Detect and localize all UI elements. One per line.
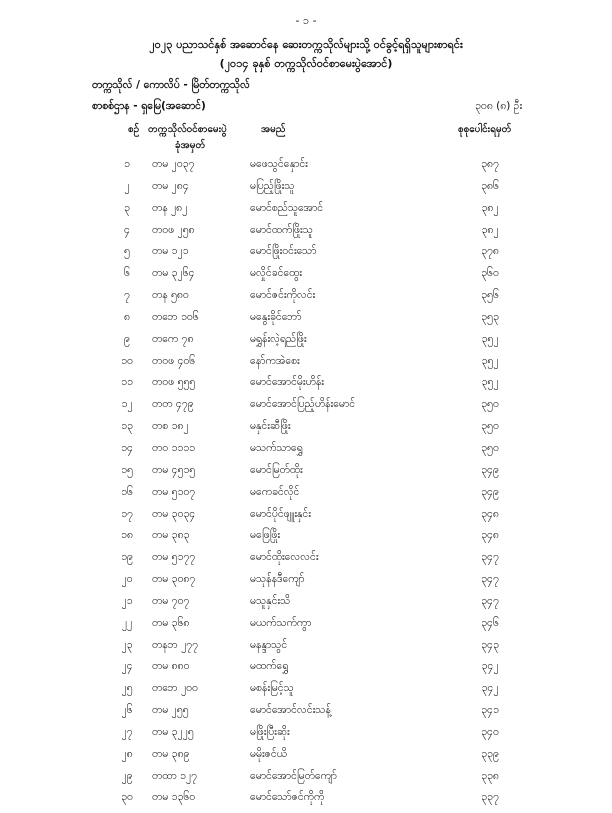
roll-number: တစ ၁၈၂ <box>152 420 189 433</box>
student-name: မဖြေဖြိုး <box>250 529 281 542</box>
row-number: ၁၈ <box>121 529 133 542</box>
table-row <box>0 660 612 682</box>
student-name: မောင်အောင်မိုးဟိန်း <box>250 376 324 389</box>
total-marks: ၃၅၂ <box>481 354 499 367</box>
student-name: မောင်အောင်ပြည့်ဟိန်းမောင် <box>250 398 356 411</box>
student-name: မောင်ဇင်းကိုလင်း <box>250 289 316 302</box>
roll-number: တန ၅၈၀ <box>152 289 189 302</box>
row-number: ၈ <box>124 310 130 323</box>
row-number: ၁၀ <box>121 354 133 367</box>
total-marks: ၃၄၈ <box>481 529 499 542</box>
table-row <box>0 398 612 420</box>
roll-number: တမ ၃၀၈၇ <box>152 573 196 586</box>
student-name: မရွှန်းလဲ့ရည်ဖြိုး <box>250 332 307 345</box>
table-row <box>0 180 612 202</box>
total-marks: ၃၈၂ <box>481 223 499 236</box>
student-name: မလှိုင်ခင်ထွေး <box>250 267 302 280</box>
table-row <box>0 158 612 180</box>
total-marks: ၃၅၂ <box>481 376 499 389</box>
student-name: မောင်ပိုင်ဖျူးနှင်း <box>250 507 311 520</box>
student-name: မောင်ထိုးလေလင်း <box>250 551 319 564</box>
row-number: ၇ <box>124 289 130 302</box>
row-number: ၃၀ <box>121 791 133 804</box>
total-marks: ၃၅၀ <box>481 420 499 433</box>
row-number: ၁၄ <box>121 441 133 454</box>
table-row <box>0 573 612 595</box>
row-number: ၃ <box>124 201 130 214</box>
row-number: ၄ <box>124 223 130 236</box>
total-marks: ၃၈၆ <box>481 179 499 192</box>
row-number: ၆ <box>124 267 130 280</box>
roll-number: တကေ ၇၈ <box>152 332 194 345</box>
total-marks: ၃၄၂ <box>481 682 499 695</box>
table-row <box>0 464 612 486</box>
total-count: ၃၀၈ (၈) ဦး <box>475 100 523 112</box>
total-marks: ၃၅၂ <box>481 332 499 345</box>
student-name: မစန်းမြင့်သူ <box>250 682 294 695</box>
total-marks: ၃၈၂ <box>481 201 499 214</box>
table-row <box>0 639 612 661</box>
roll-number: တဝဖ ၄၀၆ <box>152 354 196 367</box>
document-subtitle: (၂၀၁၄ ခုနှစ် တက္ကသိုလ်ဝင်စာမေးပွဲအောင်) <box>219 57 393 70</box>
header-name: အမည် <box>261 124 286 135</box>
roll-number: တမ ၃၆၈ <box>152 616 190 629</box>
table-row <box>0 595 612 617</box>
row-number: ၂၄ <box>121 660 133 673</box>
total-marks: ၃၆၀ <box>481 267 499 280</box>
exam-center-line: စာစစ်ဌာန - ရှမြေ(အဆောင်) <box>92 100 206 112</box>
student-name: မနွေးခိုင်ဘော် <box>250 310 302 323</box>
roll-number: တဘေ ၂၀၀ <box>152 682 198 695</box>
table-row <box>0 333 612 355</box>
roll-number: တထာ ၁၂၇ <box>152 769 197 782</box>
row-number: ၁၅ <box>121 463 133 476</box>
total-marks: ၃၄၆ <box>481 616 499 629</box>
roll-number: တမ ၈၈၀ <box>152 660 190 673</box>
row-number: ၂ <box>124 179 130 192</box>
total-marks: ၃၄၇ <box>481 551 499 564</box>
row-number: ၁၁ <box>121 376 133 389</box>
total-marks: ၃၇၈ <box>481 245 499 258</box>
student-name: မောင်စည်သူအောင် <box>250 201 324 214</box>
student-name: မသူနှင်းသိ <box>250 594 291 607</box>
student-name: မောင်သော်ဇင်ကိုကို <box>250 791 325 804</box>
roll-number: တမ ၃၈၉ <box>152 747 190 760</box>
student-name: မနန္ဒာသွင် <box>250 638 288 651</box>
header-marks: စုစုပေါင်းရမှတ် <box>458 124 512 135</box>
row-number: ၁၉ <box>121 551 133 564</box>
table-row <box>0 245 612 267</box>
table-row <box>0 770 612 792</box>
row-number: ၂၈ <box>121 747 133 760</box>
total-marks: ၃၄၃ <box>481 638 499 651</box>
header-roll-line2: ခုံအမှတ် <box>175 140 206 151</box>
roll-number: တဘေ ၁၀၆ <box>152 310 199 323</box>
table-row <box>0 704 612 726</box>
student-name: မောင်ထက်ဖြိုးသူ <box>250 223 313 236</box>
roll-number: တမ ၃၀၃၄ <box>152 507 196 520</box>
table-row <box>0 486 612 508</box>
total-marks: ၃၃၈ <box>481 769 499 782</box>
total-marks: ၃၅၀ <box>481 398 499 411</box>
table-row <box>0 224 612 246</box>
row-number: ၂၇ <box>121 725 133 738</box>
results-table <box>0 158 612 813</box>
roll-number: တမ ၃၈၃ <box>152 529 190 542</box>
header-no: စဉ် <box>128 124 140 135</box>
student-name: မပြည့်ဖြိုးသူ <box>250 179 295 192</box>
table-row <box>0 355 612 377</box>
row-number: ၁၆ <box>121 485 133 498</box>
student-name: မောင်အောင်လင်းသန့် <box>250 704 331 717</box>
roll-number: တမ ၅၁၇၇ <box>152 551 196 564</box>
table-row <box>0 202 612 224</box>
roll-number: တဝဖ ၅၅၅ <box>152 376 196 389</box>
roll-number: တမ ၇၀၇ <box>152 594 190 607</box>
row-number: ၁၇ <box>121 507 133 520</box>
roll-number: တတ ၄၇၉ <box>152 398 194 411</box>
table-row <box>0 267 612 289</box>
table-row <box>0 791 612 813</box>
total-marks: ၃၅၆ <box>481 289 499 302</box>
roll-number: တမ ၃၂၆၄ <box>152 267 195 280</box>
row-number: ၅ <box>124 245 130 258</box>
table-row <box>0 529 612 551</box>
roll-number: တဝ ၁၁၁၁ <box>152 441 196 454</box>
table-row <box>0 289 612 311</box>
row-number: ၁၂ <box>121 398 133 411</box>
total-marks: ၃၈၇ <box>481 158 499 170</box>
total-marks: ၃၄၀ <box>481 725 499 738</box>
total-marks: ၃၄၉ <box>481 463 499 476</box>
document-title: ၂၀၂၃ ပညာသင်နှစ် အဆောင်နေ ဆေးတက္ကသိုလ်များသို့ ဝင်ခွင့်ရရှိသူများစာရင်း <box>149 38 463 51</box>
roll-number: တနဘ ၂၇၇ <box>152 638 199 651</box>
total-marks: ၃၅၃ <box>481 310 499 323</box>
student-name: မောင်မြတ်ထိုး <box>250 463 303 476</box>
roll-number: တမ ၂၀၃၇ <box>152 158 195 170</box>
roll-number: တမ ၅၁၀၇ <box>152 485 196 498</box>
row-number: ၁၃ <box>121 420 133 433</box>
student-name: နော်ကအဲစေး <box>250 354 300 367</box>
roll-number: တမ ၁၂၁ <box>152 245 189 258</box>
total-marks: ၃၄၁ <box>481 704 499 717</box>
row-number: ၂၁ <box>121 594 133 607</box>
row-number: ၂၀ <box>121 573 133 586</box>
student-name: မောင်ဖြိုးဝင်းသော် <box>250 245 317 258</box>
table-row <box>0 617 612 639</box>
student-name: မနှင်းဆီဖြိုး <box>250 420 291 433</box>
table-row <box>0 726 612 748</box>
student-name: မမိုးဇင်ယိ <box>250 747 287 760</box>
total-marks: ၃၃၉ <box>481 747 499 760</box>
roll-number: တမ ၄၅၁၅ <box>152 463 196 476</box>
row-number: ၂၃ <box>121 638 133 651</box>
row-number: ၂၆ <box>121 704 133 717</box>
total-marks: ၃၄၉ <box>481 485 499 498</box>
row-number: ၉ <box>124 332 130 345</box>
total-marks: ၃၄၈ <box>481 507 499 520</box>
table-row <box>0 551 612 573</box>
student-name: မသုန်နဒီကျော် <box>250 573 305 586</box>
table-row <box>0 376 612 398</box>
header-roll: တက္ကသိုလ်ဝင်စာမေးပွဲ <box>148 124 227 135</box>
row-number: ၂၉ <box>121 769 133 782</box>
table-row <box>0 748 612 770</box>
roll-number: တမ ၂၈၄ <box>152 179 189 192</box>
total-marks: ၃၅၀ <box>481 441 499 454</box>
table-row <box>0 682 612 704</box>
table-row <box>0 508 612 530</box>
roll-number: တမ ၁၃၆၀ <box>152 791 196 804</box>
table-row <box>0 311 612 333</box>
row-number: ၂၂ <box>121 616 133 629</box>
roll-number: တန ၂၈၂ <box>152 201 188 214</box>
student-name: မသက်သာရွှေ <box>250 441 303 454</box>
roll-number: တမ ၃၂၂၅ <box>152 725 194 738</box>
table-row <box>0 442 612 464</box>
total-marks: ၃၃၇ <box>481 791 499 804</box>
university-line: တက္ကသိုလ် / ကောလိပ် - မြိတ်တက္ကသိုလ် <box>92 79 250 91</box>
row-number: ၁ <box>124 158 130 170</box>
student-name: မဖေသွင်နှောင်း <box>250 158 308 170</box>
total-marks: ၃၄၇ <box>481 573 499 586</box>
student-name: မောင်အောင်မြတ်ကျော် <box>250 769 337 782</box>
student-name: မကေခင်လိုင် <box>250 485 300 498</box>
row-number: ၂၅ <box>121 682 133 695</box>
page-number: - ၁ - <box>295 14 317 27</box>
roll-number: တဝဖ ၂၅၈ <box>152 223 195 236</box>
total-marks: ၃၄၇ <box>481 594 499 607</box>
student-name: မထက်ရွှေ <box>250 660 289 673</box>
student-name: မဖြိုးပြီးဆိုး <box>250 725 290 738</box>
roll-number: တမ ၂၅၅ <box>152 704 189 717</box>
student-name: မယက်သက်ကွာ <box>250 616 312 629</box>
table-row <box>0 420 612 442</box>
total-marks: ၃၄၂ <box>481 660 499 673</box>
